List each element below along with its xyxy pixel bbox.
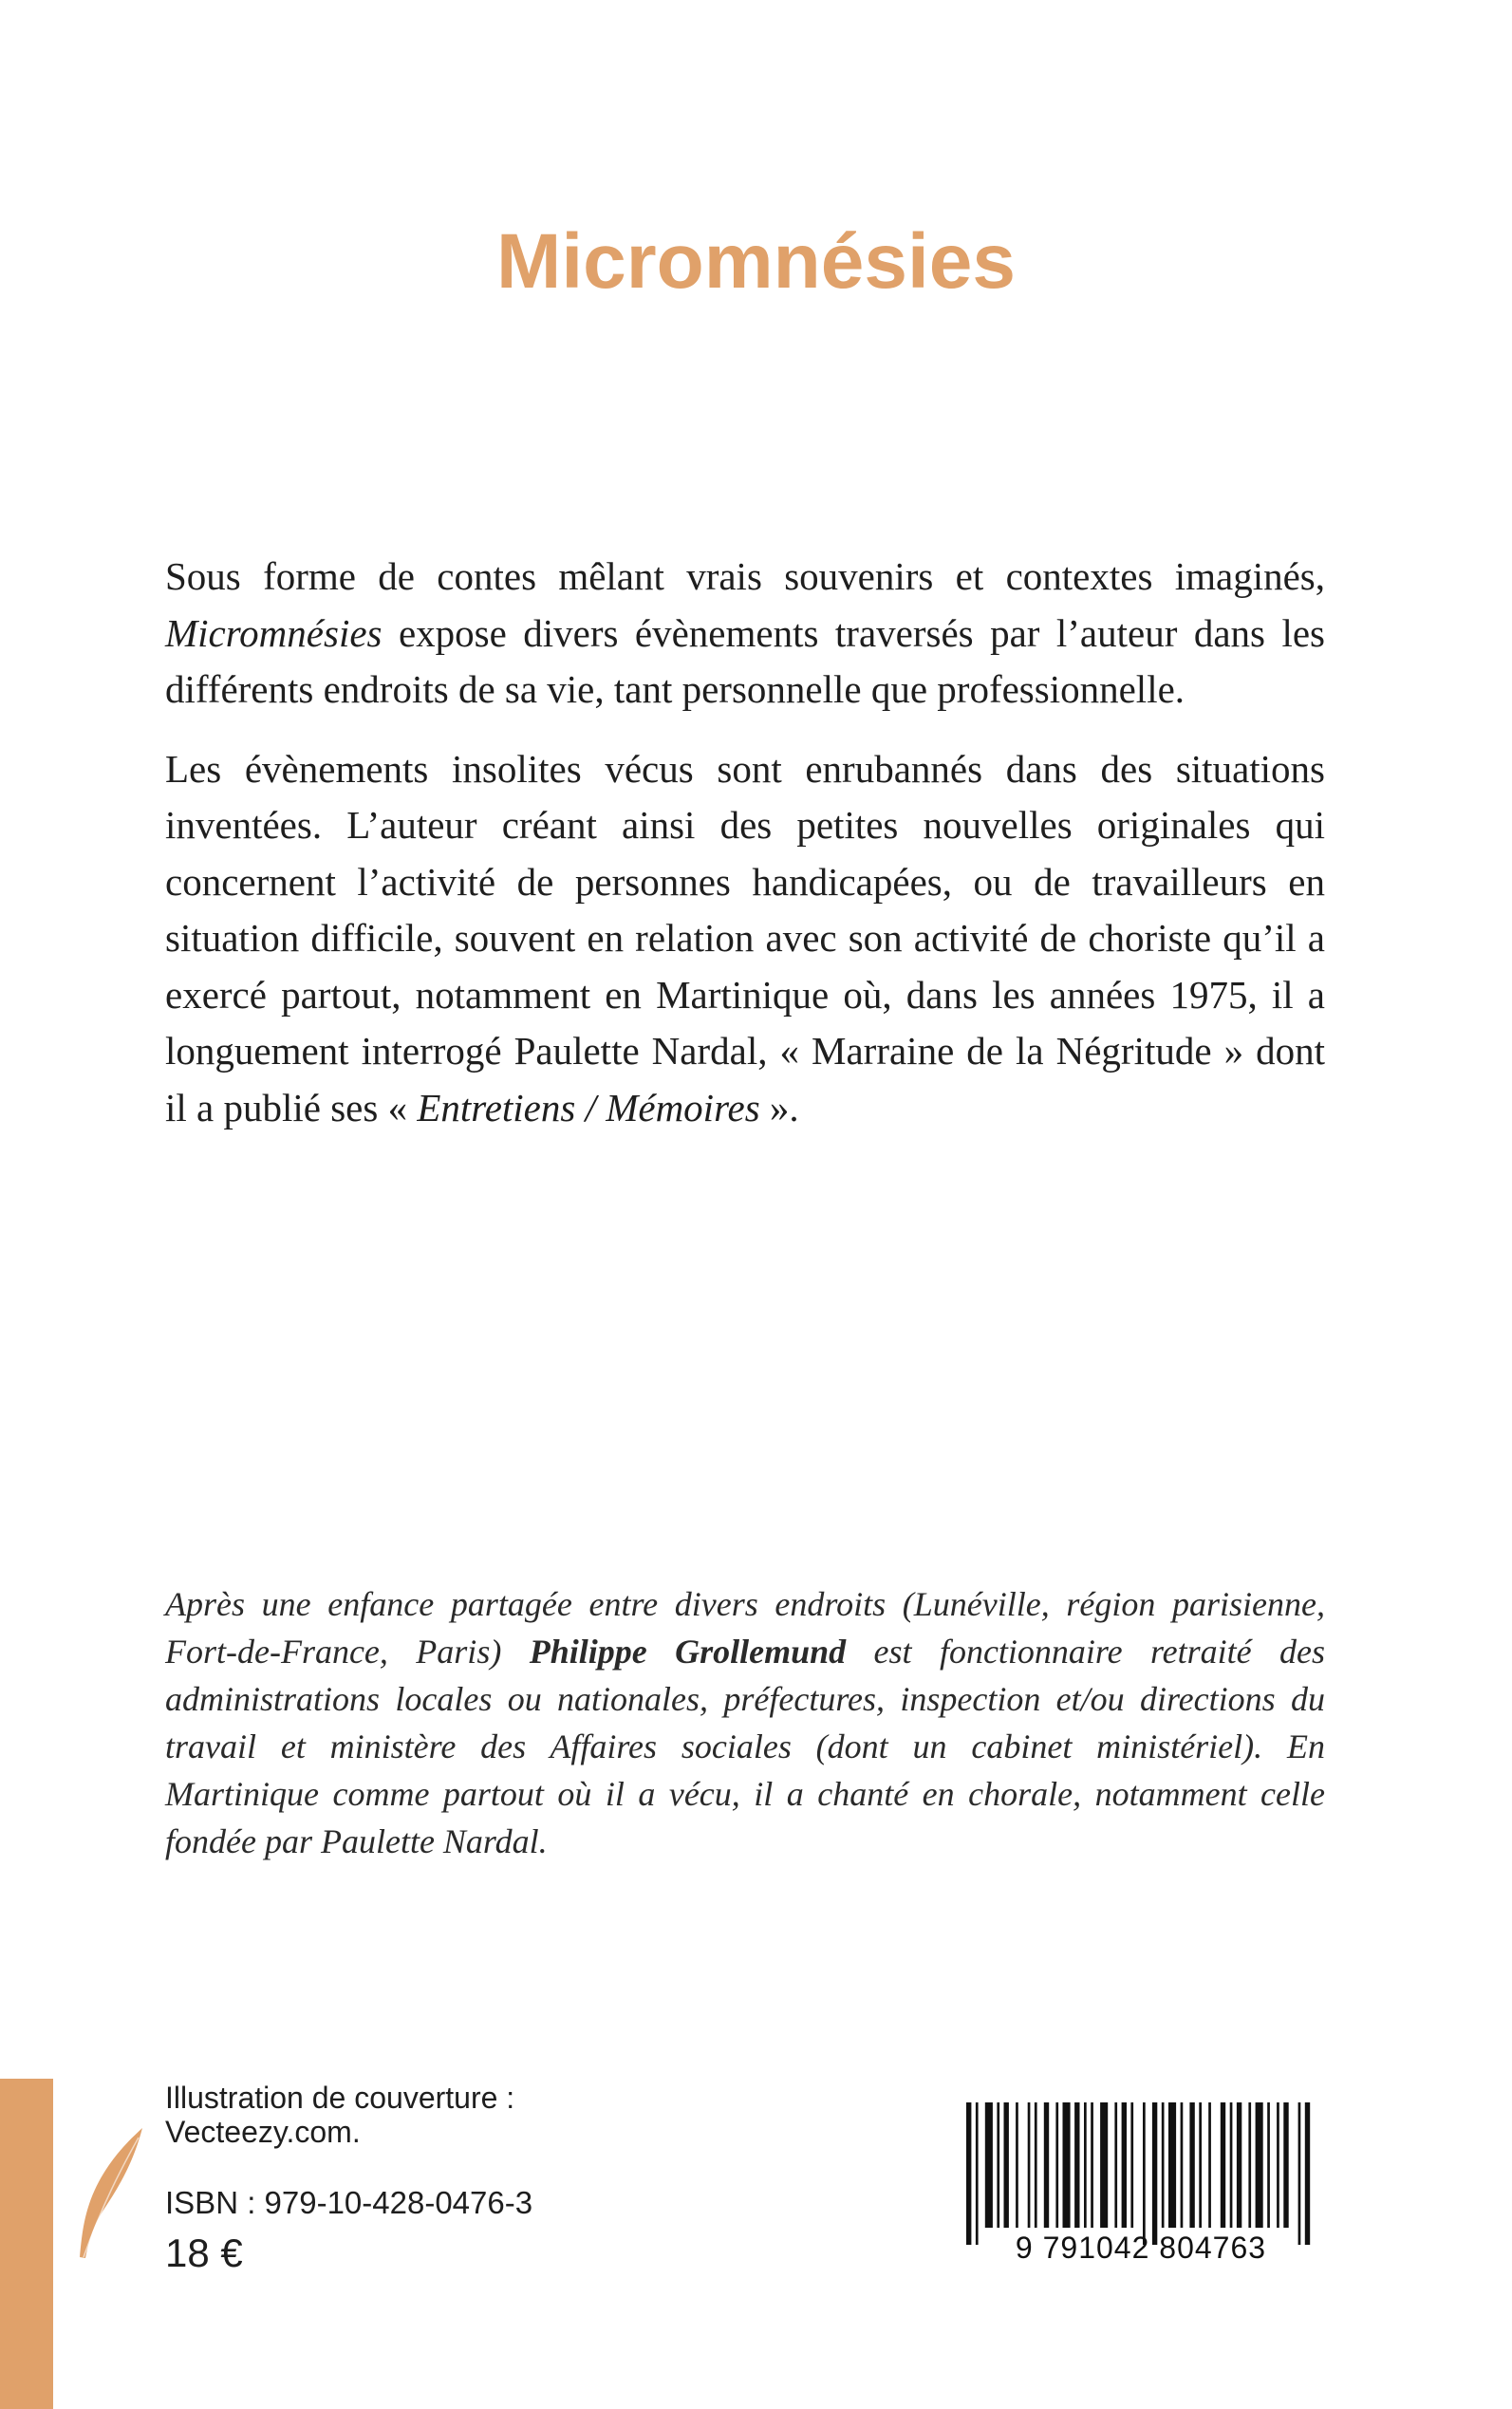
barcode-bar (1122, 2102, 1127, 2228)
barcode-bar (1267, 2102, 1270, 2228)
summary-p1-title: Micromnésies (165, 610, 383, 655)
barcode-bar (1237, 2102, 1241, 2228)
barcode-bar (1114, 2102, 1117, 2228)
barcode-bar (1016, 2102, 1018, 2228)
summary-p2-end: ». (759, 1085, 799, 1130)
feather-icon (72, 2124, 148, 2267)
barcode-bar (1152, 2102, 1157, 2245)
price-text: 18 € (165, 2231, 243, 2275)
barcode-bar (976, 2102, 979, 2245)
barcode-bar (1221, 2102, 1225, 2228)
bio-part-1: Après une enfance partagée entre divers endroits (Lunéville, région parisienne, Fort-de-France, Paris) (165, 1585, 1325, 1671)
barcode-bar (1084, 2102, 1087, 2228)
summary-p2-works: Entretiens / Mémoires (417, 1085, 760, 1130)
barcode-bar (1100, 2102, 1108, 2228)
barcode-bar (1035, 2102, 1037, 2228)
credits-line-2: Vecteezy.com. (165, 2115, 361, 2149)
barcode-bar (997, 2102, 999, 2228)
barcode-bar (1230, 2102, 1233, 2228)
summary-p1-end: expose divers évènements traversés par l’auteur dans les différents endroits de sa vie, tant personnelle que professionnelle. (165, 610, 1325, 711)
summary-text (165, 549, 1325, 1159)
summary-p2-start: Les évènements insolites vécus sont enrubannés dans des situations inventées. L’auteur créant ainsi des petites nouvelles originales qui concernent l’activité de personnes handicapées, ou de travailleurs en situation difficile, souvent en relation avec son activité de choriste qu’il a exercé partout, notamment en Martinique où, dans les années 1975, il a longuement interrogé Paulette Nardal, « Marraine de la Négritude » dont il a publié ses « (165, 746, 1325, 1130)
credits-line-1: Illustration de couverture : (165, 2081, 515, 2115)
barcode-bar (1143, 2102, 1146, 2245)
barcode-bar (1028, 2102, 1031, 2228)
summary-p1-start: Sous forme de contes mêlant vrais souvenirs et contextes imaginés, (165, 554, 1325, 598)
bio-part-2: est fonctionnaire retraité des administrations locales ou nationales, préfectures, inspection et/ou directions du travail et ministère des Affaires sociales (dont un cabinet ministériel). En Martinique comme partout où il a vécu, il a chanté en chorale, notamment celle fondée par Paulette Nardal. (165, 1633, 1326, 1860)
barcode-bar (1305, 2102, 1310, 2245)
barcode-bar (985, 2102, 993, 2228)
barcode-bar (1248, 2102, 1251, 2228)
book-title: Micromnésies (496, 218, 1016, 305)
barcode-bar (1189, 2102, 1194, 2228)
barcode-bar (1168, 2102, 1176, 2228)
isbn-text: ISBN : 979-10-428-0476-3 (165, 2185, 533, 2220)
barcode-bar (1298, 2102, 1301, 2245)
barcode-bar (1181, 2102, 1184, 2228)
cover-credits (165, 2081, 514, 2149)
barcode-bar (1277, 2102, 1279, 2228)
barcode-bar (1074, 2102, 1079, 2228)
barcode-bar (1162, 2102, 1165, 2228)
summary-paragraph-1 (165, 549, 1325, 719)
barcode-bar (1091, 2102, 1093, 2228)
barcode-digits: 9 791042 804763 (1015, 2231, 1267, 2265)
barcode-bar (1004, 2102, 1009, 2228)
barcode-bar (1130, 2102, 1133, 2228)
summary-paragraph-2 (165, 741, 1325, 1137)
barcode-bar (1055, 2102, 1058, 2228)
accent-bar (0, 2079, 53, 2409)
barcode-bar (1063, 2102, 1071, 2228)
barcode-bar (1283, 2102, 1288, 2228)
barcode-bar (1044, 2102, 1049, 2228)
author-bio (165, 1580, 1325, 1865)
barcode-bar (1208, 2102, 1211, 2228)
barcode-bar (1199, 2102, 1202, 2228)
bio-author-name: Philippe Grollemund (529, 1633, 847, 1671)
barcode-bar (1256, 2102, 1263, 2228)
barcode-bar (966, 2102, 971, 2245)
